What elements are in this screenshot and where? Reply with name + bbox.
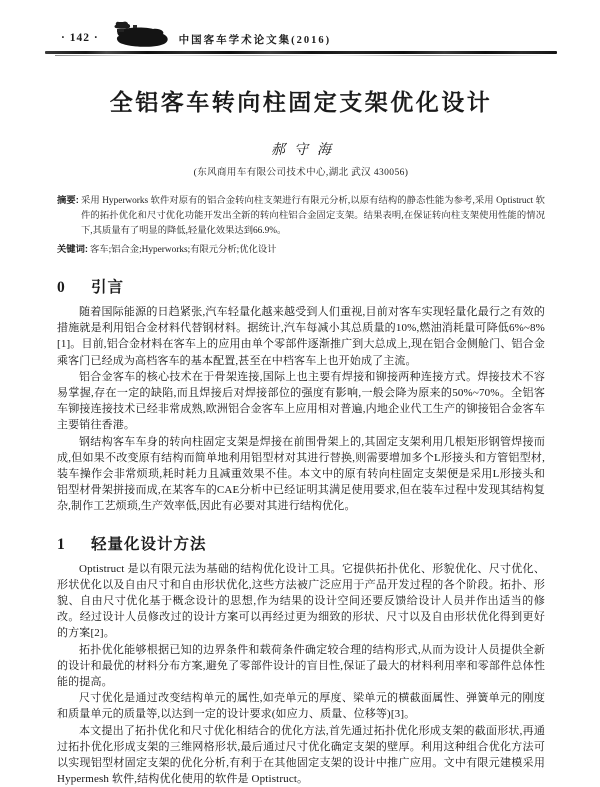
collection-title: 中国客车学术论文集(2016) [178, 34, 332, 46]
section-number: 1 [57, 535, 65, 553]
abstract-text: 采用 Hyperworks 软件对原有的铝合金转向柱支架进行有限元分析,以原有结构的静态性能为参考,采用 Optistruct 软件的拓扑优化和尺寸优化功能开发出全新的转向柱铝合金固定支架。结果表明,在保证转向柱支架使用性能的情况下,其质量有了明显的降低,轻量化效果达到66.9%。 [80, 196, 545, 236]
paragraph: 铝合金客车的核心技术在于骨架连接,国际上也主要有焊接和铆接两种连接方式。焊接技术不容易掌握,存在一定的缺陷,而且焊接后对焊接部位的强度有影响,一般会降为原来的50%~70%。全铝客车铆接连接技术已经非常成熟,欧洲铝合金客车上应用相对普遍,内地企业代工生产的铆接铝合金客车主要销往香港。 [57, 370, 545, 432]
author-name: 郝守海 [271, 143, 340, 158]
paragraph: 本文提出了拓扑优化和尺寸优化相结合的优化方法,首先通过拓扑优化形成支架的截面形状,再通过拓扑优化形成支架的三维网格形状,最后通过尺寸优化确定支架的壁厚。利用这种组合优化方法可以实现铝型材固定支架的优化分析,有利于在其他固定支架的设计中推广应用。文中有限元建模采用 Hypermesh 软件,结构优化使用的软件是 Optistruct。 [57, 724, 545, 786]
author-affiliation: (东风商用车有限公司技术中心,湖北 武汉 430056) [193, 168, 409, 178]
section-title: 轻量化设计方法 [91, 535, 207, 553]
section-heading-1 [57, 532, 545, 554]
section-number: 0 [57, 279, 65, 296]
paragraph: 钢结构客车车身的转向柱固定支架是焊接在前围骨架上的,其固定支架利用几根矩形钢管焊接而成,但如果不改变原有结构而简单地利用铝型材对其进行替换,则需要增加多个L形接头和方管铝型材,装车操作会非常烦琐,耗时耗力且减重效果不佳。本文中的原有转向柱固定支架便是采用L形接头和铝型材骨架拼接而成,在某客车的CAE分析中已经证明其满足使用要求,但在装车过程中发现其结构复杂,制作工艺烦琐,生产效率低,因此有必要对其进行结构优化。 [57, 435, 545, 513]
paragraph: 随着国际能源的日趋紧张,汽车轻量化越来越受到人们重视,目前对客车实现轻量化最行之有效的措施就是利用铝合金材料代替钢材料。据统计,汽车每减小其总质量的10%,燃油消耗量可降低6%~8%[1]。目前,铝合金材料在客车上的应用由单个零部件逐渐推广到大总成上,现在铝合金侧舱门、铝合金乘客门已经成为高档客车的基本配置,甚至在中档客车上也开始成了主流。 [57, 306, 545, 367]
section-title: 引言 [91, 279, 125, 296]
keywords-label: 关键词: [57, 244, 88, 254]
header-rule-shadow [55, 55, 551, 56]
header-rule [45, 51, 557, 54]
publisher-stamp-icon [107, 19, 173, 49]
abstract-block [57, 193, 545, 239]
keywords-line [57, 242, 545, 258]
paragraph: 尺寸优化是通过改变结构单元的属性,如壳单元的厚度、梁单元的横截面属性、弹簧单元的刚度和质量单元的质量等,以达到一定的设计要求(如应力、质量、位移等)[3]。 [57, 692, 545, 721]
abstract-label: 摘要: [57, 195, 79, 205]
article-title: 全铝客车转向柱固定支架优化设计 [109, 90, 493, 115]
keywords-text: 客车;铝合金;Hyperworks;有限元分析;优化设计 [90, 245, 277, 255]
page-number: · 142 · [61, 32, 99, 44]
paragraph: Optistruct 是以有限元法为基础的结构优化设计工具。它提供拓扑优化、形貌优化、尺寸优化、形状优化以及自由尺寸和自由形状优化,这些方法被广泛应用于产品开发过程的各个阶段。拓扑、形貌、自由尺寸优化基于概念设计的思想,作为结果的设计空间还要反馈给设计人员并作出适当的修改。经过设计人员修改过的设计方案可以再经过更为细致的形状、尺寸以及自由形状优化得到更好的方案[2]。 [57, 562, 545, 640]
section-heading-0 [57, 275, 545, 297]
page-header [57, 26, 545, 50]
paragraph: 拓扑优化能够根据已知的边界条件和载荷条件确定较合理的结构形式,从而为设计人员提供全新的设计和最优的材料分布方案,避免了零部件设计的盲目性,保证了最大的材料利用率和零部件总体性能的提高。 [57, 643, 545, 689]
